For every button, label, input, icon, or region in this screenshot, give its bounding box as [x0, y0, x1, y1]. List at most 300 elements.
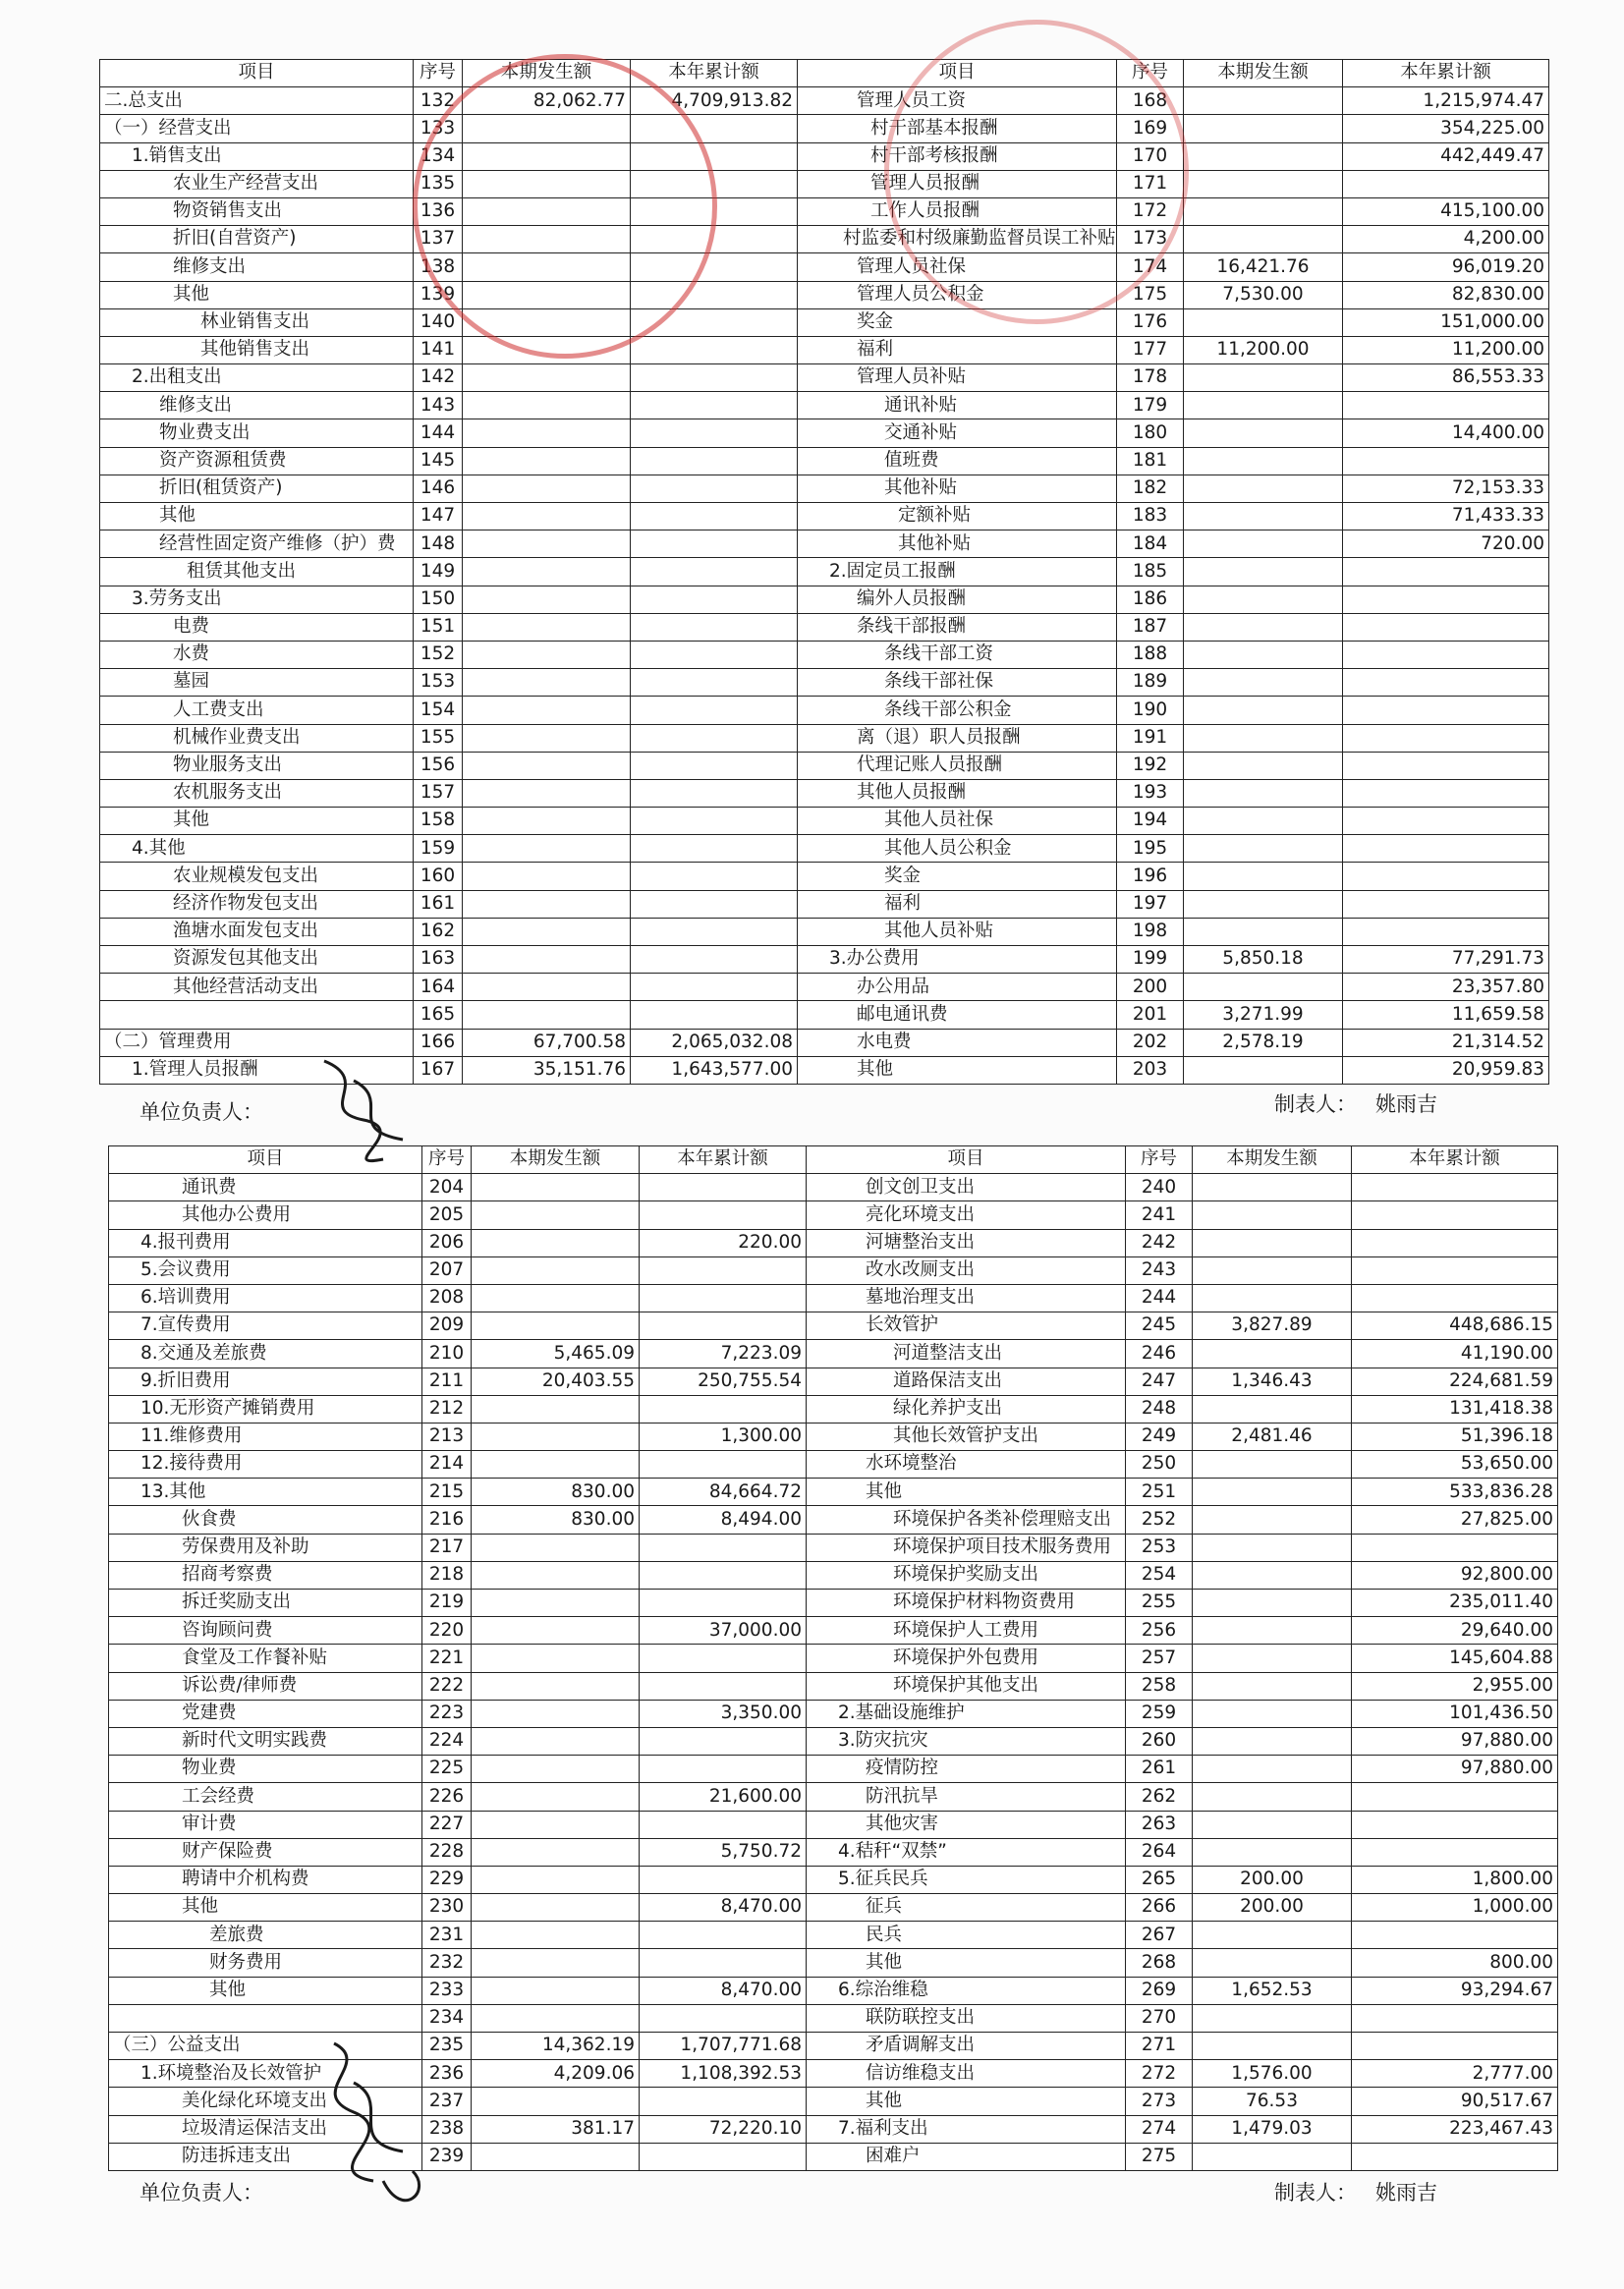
ytd-amount-cell: 1,643,577.00 — [631, 1056, 798, 1084]
ytd-amount-cell: 8,470.00 — [640, 1894, 807, 1922]
ytd-amount-cell — [1352, 2143, 1558, 2170]
table-row — [100, 364, 1549, 392]
table-row — [109, 2004, 1558, 2032]
seq-cell: 179 — [1117, 392, 1184, 419]
table-row — [109, 1672, 1558, 1700]
ytd-amount-cell — [640, 1395, 807, 1423]
item-name-cell: 伙食费 — [109, 1506, 422, 1534]
item-name-cell: （二）管理费用 — [100, 1029, 414, 1056]
seq-cell: 210 — [422, 1340, 472, 1368]
period-amount-cell — [463, 503, 631, 530]
item-name-cell: 其他 — [807, 1479, 1126, 1506]
seq-cell: 144 — [414, 419, 463, 447]
seq-cell: 197 — [1117, 890, 1184, 918]
seq-cell: 275 — [1126, 2143, 1193, 2170]
ytd-amount-cell — [1343, 586, 1549, 613]
item-name-cell: 财务费用 — [109, 1949, 422, 1977]
ytd-amount-cell — [640, 1312, 807, 1340]
period-amount-cell: 3,827.89 — [1193, 1312, 1352, 1340]
seq-cell: 218 — [422, 1561, 472, 1589]
period-amount-cell: 14,362.19 — [472, 2033, 640, 2060]
table-row — [100, 447, 1549, 475]
seq-cell: 165 — [414, 1001, 463, 1029]
item-name-cell: 环境保护材料物资费用 — [807, 1590, 1126, 1617]
table-row — [100, 419, 1549, 447]
ytd-amount-cell — [640, 1590, 807, 1617]
item-name-cell: 条线干部工资 — [798, 641, 1117, 668]
seq-cell: 253 — [1126, 1534, 1193, 1561]
seq-cell: 136 — [414, 197, 463, 225]
table-row — [109, 2033, 1558, 2060]
ytd-amount-cell — [1343, 558, 1549, 586]
ytd-amount-cell: 20,959.83 — [1343, 1056, 1549, 1084]
period-amount-cell: 16,421.76 — [1184, 253, 1343, 281]
period-amount-cell — [1184, 918, 1343, 945]
table-row — [109, 1174, 1558, 1201]
seq-cell: 133 — [414, 115, 463, 142]
ytd-amount-cell — [1343, 447, 1549, 475]
ytd-amount-cell: 51,396.18 — [1352, 1423, 1558, 1450]
item-name-cell: 资产资源租赁费 — [100, 447, 414, 475]
table-row — [109, 1866, 1558, 1893]
item-name-cell: 管理人员社保 — [798, 253, 1117, 281]
item-name-cell: 林业销售支出 — [100, 308, 414, 336]
seq-cell: 257 — [1126, 1645, 1193, 1672]
seq-cell: 194 — [1117, 808, 1184, 835]
seq-cell: 153 — [414, 669, 463, 697]
table-row — [109, 1727, 1558, 1755]
period-amount-cell — [1184, 586, 1343, 613]
seq-cell: 272 — [1126, 2060, 1193, 2088]
period-amount-cell — [1184, 475, 1343, 502]
ytd-amount-cell — [640, 1645, 807, 1672]
item-name-cell: 租赁其他支出 — [100, 558, 414, 586]
seq-cell: 268 — [1126, 1949, 1193, 1977]
seq-cell: 157 — [414, 779, 463, 807]
table-row — [100, 974, 1549, 1001]
item-name-cell: 村干部基本报酬 — [798, 115, 1117, 142]
seq-cell: 196 — [1117, 863, 1184, 890]
official-seal-left — [413, 54, 717, 359]
ytd-amount-cell — [1352, 1811, 1558, 1838]
ytd-amount-cell: 97,880.00 — [1352, 1756, 1558, 1783]
period-amount-cell — [472, 1174, 640, 1201]
ytd-amount-cell — [631, 558, 798, 586]
table-row — [100, 336, 1549, 363]
seq-cell: 148 — [414, 530, 463, 558]
ytd-amount-cell: 27,825.00 — [1352, 1506, 1558, 1534]
item-name-cell: 河道整洁支出 — [807, 1340, 1126, 1368]
column-header: 序号 — [1126, 1146, 1193, 1174]
item-name-cell: 其他长效管护支出 — [807, 1423, 1126, 1450]
seq-cell: 161 — [414, 890, 463, 918]
seq-cell: 265 — [1126, 1866, 1193, 1893]
item-name-cell: （一）经营支出 — [100, 115, 414, 142]
period-amount-cell: 200.00 — [1193, 1894, 1352, 1922]
item-name-cell: 信访维稳支出 — [807, 2060, 1126, 2088]
ytd-amount-cell — [640, 1256, 807, 1284]
seq-cell: 150 — [414, 586, 463, 613]
ytd-amount-cell — [631, 918, 798, 945]
period-amount-cell — [463, 364, 631, 392]
period-amount-cell — [472, 1534, 640, 1561]
seq-cell: 142 — [414, 364, 463, 392]
item-name-cell: 交通补贴 — [798, 419, 1117, 447]
seq-cell: 206 — [422, 1229, 472, 1256]
ytd-amount-cell: 415,100.00 — [1343, 197, 1549, 225]
seq-cell: 209 — [422, 1312, 472, 1340]
item-name-cell: 经营性固定资产维修（护）费 — [100, 530, 414, 558]
ytd-amount-cell: 220.00 — [640, 1229, 807, 1256]
item-name-cell: 2.出租支出 — [100, 364, 414, 392]
seq-cell: 202 — [1117, 1029, 1184, 1056]
seq-cell: 215 — [422, 1479, 472, 1506]
seq-cell: 192 — [1117, 752, 1184, 779]
item-name-cell: 其他补贴 — [798, 475, 1117, 502]
table-row — [100, 530, 1549, 558]
period-amount-cell: 381.17 — [472, 2115, 640, 2143]
item-name-cell: 征兵 — [807, 1894, 1126, 1922]
ytd-amount-cell — [631, 503, 798, 530]
ytd-amount-cell: 37,000.00 — [640, 1617, 807, 1645]
ytd-amount-cell — [1343, 863, 1549, 890]
item-name-cell: 其他人员公积金 — [798, 835, 1117, 863]
ytd-amount-cell — [1343, 724, 1549, 752]
table-row — [109, 2060, 1558, 2088]
item-name-cell: 垃圾清运保洁支出 — [109, 2115, 422, 2143]
table-row — [109, 1645, 1558, 1672]
seq-cell: 262 — [1126, 1783, 1193, 1811]
table-row — [100, 808, 1549, 835]
item-name-cell: 10.无形资产摊销费用 — [109, 1395, 422, 1423]
item-name-cell: 物业服务支出 — [100, 752, 414, 779]
item-name-cell: 3.办公费用 — [798, 946, 1117, 974]
table-row — [109, 1949, 1558, 1977]
item-name-cell: 其他 — [798, 1056, 1117, 1084]
table-row — [100, 669, 1549, 697]
period-amount-cell — [463, 586, 631, 613]
period-amount-cell — [1193, 1479, 1352, 1506]
item-name-cell: 农业规模发包支出 — [100, 863, 414, 890]
seq-cell: 240 — [1126, 1174, 1193, 1201]
item-name-cell: 党建费 — [109, 1700, 422, 1727]
period-amount-cell — [1193, 2004, 1352, 2032]
ytd-amount-cell: 96,019.20 — [1343, 253, 1549, 281]
ytd-amount-cell — [1343, 918, 1549, 945]
ytd-amount-cell: 800.00 — [1352, 1949, 1558, 1977]
seq-cell: 271 — [1126, 2033, 1193, 2060]
period-amount-cell — [472, 1894, 640, 1922]
period-amount-cell — [463, 752, 631, 779]
ytd-amount-cell: 101,436.50 — [1352, 1700, 1558, 1727]
unit-head-label-2: 单位负责人： — [140, 2181, 263, 2205]
item-name-cell: 防汛抗旱 — [807, 1783, 1126, 1811]
period-amount-cell — [1184, 447, 1343, 475]
item-name-cell: 长效管护 — [807, 1312, 1126, 1340]
seq-cell: 195 — [1117, 835, 1184, 863]
column-header: 序号 — [1117, 60, 1184, 87]
period-amount-cell: 830.00 — [472, 1506, 640, 1534]
column-header: 本期发生额 — [1184, 60, 1343, 87]
item-name-cell: 亮化环境支出 — [807, 1201, 1126, 1229]
item-name-cell: 8.交通及差旅费 — [109, 1340, 422, 1368]
seq-cell: 226 — [422, 1783, 472, 1811]
ytd-amount-cell: 2,955.00 — [1352, 1672, 1558, 1700]
seq-cell: 231 — [422, 1922, 472, 1949]
period-amount-cell — [1184, 890, 1343, 918]
period-amount-cell — [463, 475, 631, 502]
seq-cell: 200 — [1117, 974, 1184, 1001]
table-row — [109, 1561, 1558, 1589]
period-amount-cell — [1193, 1645, 1352, 1672]
period-amount-cell — [472, 1617, 640, 1645]
seq-cell: 140 — [414, 308, 463, 336]
item-name-cell: 6.培训费用 — [109, 1284, 422, 1312]
item-name-cell: 其他人员报酬 — [798, 779, 1117, 807]
period-amount-cell — [472, 2088, 640, 2115]
period-amount-cell — [1184, 226, 1343, 253]
ytd-amount-cell — [1352, 2033, 1558, 2060]
item-name-cell: 财产保险费 — [109, 1838, 422, 1866]
ytd-amount-cell — [640, 2143, 807, 2170]
period-amount-cell — [472, 1645, 640, 1672]
ytd-amount-cell — [631, 1001, 798, 1029]
ytd-amount-cell: 3,350.00 — [640, 1700, 807, 1727]
seq-cell: 230 — [422, 1894, 472, 1922]
period-amount-cell — [472, 1756, 640, 1783]
seq-cell: 242 — [1126, 1229, 1193, 1256]
item-name-cell: 其他办公费用 — [109, 1201, 422, 1229]
table-row — [100, 1056, 1549, 1084]
period-amount-cell — [1193, 1811, 1352, 1838]
seq-cell: 146 — [414, 475, 463, 502]
seq-cell: 134 — [414, 142, 463, 170]
period-amount-cell — [463, 808, 631, 835]
period-amount-cell — [1184, 87, 1343, 115]
period-amount-cell — [1193, 1451, 1352, 1479]
table-row — [109, 1534, 1558, 1561]
table-row — [100, 392, 1549, 419]
ytd-amount-cell — [1343, 697, 1549, 724]
item-name-cell: 环境保护各类补偿理赔支出 — [807, 1506, 1126, 1534]
table-row — [100, 253, 1549, 281]
seq-cell: 235 — [422, 2033, 472, 2060]
ytd-amount-cell — [1343, 641, 1549, 668]
period-amount-cell — [472, 1423, 640, 1450]
period-amount-cell — [472, 2143, 640, 2170]
table-row — [109, 1229, 1558, 1256]
period-amount-cell — [463, 669, 631, 697]
ytd-amount-cell — [640, 1174, 807, 1201]
item-name-cell: 墓园 — [100, 669, 414, 697]
table-row — [109, 1783, 1558, 1811]
header-row — [109, 1146, 1558, 1174]
item-name-cell: 通讯补贴 — [798, 392, 1117, 419]
item-name-cell: 定额补贴 — [798, 503, 1117, 530]
seq-cell: 187 — [1117, 613, 1184, 641]
table-row — [100, 918, 1549, 945]
seq-cell: 241 — [1126, 1201, 1193, 1229]
table-row — [109, 1700, 1558, 1727]
period-amount-cell — [472, 1977, 640, 2004]
ytd-amount-cell: 235,011.40 — [1352, 1590, 1558, 1617]
table-row — [109, 1590, 1558, 1617]
seq-cell: 167 — [414, 1056, 463, 1084]
seq-cell: 208 — [422, 1284, 472, 1312]
period-amount-cell — [463, 613, 631, 641]
period-amount-cell — [1184, 863, 1343, 890]
column-header: 本年累计额 — [640, 1146, 807, 1174]
ytd-amount-cell — [1352, 1534, 1558, 1561]
item-name-cell: 2.固定员工报酬 — [798, 558, 1117, 586]
seq-cell: 263 — [1126, 1811, 1193, 1838]
item-name-cell: 环境保护外包费用 — [807, 1645, 1126, 1672]
item-name-cell: 其他销售支出 — [100, 336, 414, 363]
table-row — [109, 1894, 1558, 1922]
period-amount-cell: 2,481.46 — [1193, 1423, 1352, 1450]
period-amount-cell — [472, 1672, 640, 1700]
seq-cell: 239 — [422, 2143, 472, 2170]
ytd-amount-cell: 448,686.15 — [1352, 1312, 1558, 1340]
table-row — [100, 1029, 1549, 1056]
item-name-cell: 11.维修费用 — [109, 1423, 422, 1450]
ytd-amount-cell — [1352, 1284, 1558, 1312]
item-name-cell: 物业费支出 — [100, 419, 414, 447]
seq-cell: 164 — [414, 974, 463, 1001]
table-row — [100, 752, 1549, 779]
ytd-amount-cell — [640, 1922, 807, 1949]
period-amount-cell — [1193, 1727, 1352, 1755]
item-name-cell: 食堂及工作餐补贴 — [109, 1645, 422, 1672]
period-amount-cell — [472, 2004, 640, 2032]
ytd-amount-cell — [640, 1201, 807, 1229]
seq-cell: 191 — [1117, 724, 1184, 752]
ytd-amount-cell: 41,190.00 — [1352, 1340, 1558, 1368]
ytd-amount-cell: 8,494.00 — [640, 1506, 807, 1534]
item-name-cell: 邮电通讯费 — [798, 1001, 1117, 1029]
seq-cell: 132 — [414, 87, 463, 115]
ytd-amount-cell — [640, 1534, 807, 1561]
table-row — [100, 779, 1549, 807]
seq-cell: 248 — [1126, 1395, 1193, 1423]
item-name-cell: 新时代文明实践费 — [109, 1727, 422, 1755]
period-amount-cell: 3,271.99 — [1184, 1001, 1343, 1029]
item-name-cell: 管理人员报酬 — [798, 170, 1117, 197]
seq-cell: 228 — [422, 1838, 472, 1866]
ytd-amount-cell: 1,000.00 — [1352, 1894, 1558, 1922]
item-name-cell: 值班费 — [798, 447, 1117, 475]
table-row — [109, 1617, 1558, 1645]
table-row — [100, 890, 1549, 918]
period-amount-cell — [463, 641, 631, 668]
ytd-amount-cell: 71,433.33 — [1343, 503, 1549, 530]
item-name-cell: 条线干部报酬 — [798, 613, 1117, 641]
period-amount-cell — [463, 697, 631, 724]
ytd-amount-cell — [631, 419, 798, 447]
ytd-amount-cell: 72,220.10 — [640, 2115, 807, 2143]
item-name-cell: 物资销售支出 — [100, 197, 414, 225]
column-header: 本期发生额 — [463, 60, 631, 87]
seq-cell: 152 — [414, 641, 463, 668]
item-name-cell: 管理人员公积金 — [798, 281, 1117, 308]
item-name-cell: 其他 — [807, 1949, 1126, 1977]
ytd-amount-cell — [1343, 613, 1549, 641]
column-header: 项目 — [100, 60, 414, 87]
seq-cell: 180 — [1117, 419, 1184, 447]
period-amount-cell — [1184, 613, 1343, 641]
ytd-amount-cell: 131,418.38 — [1352, 1395, 1558, 1423]
seq-cell: 172 — [1117, 197, 1184, 225]
item-name-cell: 2.基础设施维护 — [807, 1700, 1126, 1727]
item-name-cell: 农机服务支出 — [100, 779, 414, 807]
period-amount-cell — [463, 447, 631, 475]
item-name-cell: 条线干部社保 — [798, 669, 1117, 697]
seq-cell: 245 — [1126, 1312, 1193, 1340]
period-amount-cell — [1193, 1395, 1352, 1423]
seq-cell: 160 — [414, 863, 463, 890]
table-row — [109, 1395, 1558, 1423]
item-name-cell: 13.其他 — [109, 1479, 422, 1506]
seq-cell: 158 — [414, 808, 463, 835]
ytd-amount-cell — [640, 1811, 807, 1838]
item-name-cell: 管理人员补贴 — [798, 364, 1117, 392]
seq-cell: 173 — [1117, 226, 1184, 253]
period-amount-cell — [1193, 1229, 1352, 1256]
ytd-amount-cell: 720.00 — [1343, 530, 1549, 558]
seq-cell: 246 — [1126, 1340, 1193, 1368]
item-name-cell: 改水改厕支出 — [807, 1256, 1126, 1284]
ytd-amount-cell — [1343, 392, 1549, 419]
item-name-cell: 4.报刊费用 — [109, 1229, 422, 1256]
item-name-cell: 奖金 — [798, 863, 1117, 890]
period-amount-cell — [472, 1451, 640, 1479]
column-header: 本期发生额 — [472, 1146, 640, 1174]
item-name-cell: 差旅费 — [109, 1922, 422, 1949]
period-amount-cell: 1,479.03 — [1193, 2115, 1352, 2143]
item-name-cell: 5.会议费用 — [109, 1256, 422, 1284]
item-name-cell: 墓地治理支出 — [807, 1284, 1126, 1312]
period-amount-cell: 76.53 — [1193, 2088, 1352, 2115]
period-amount-cell: 35,151.76 — [463, 1056, 631, 1084]
table-row — [109, 1368, 1558, 1395]
period-amount-cell — [472, 1866, 640, 1893]
ytd-amount-cell — [631, 613, 798, 641]
period-amount-cell — [1193, 1838, 1352, 1866]
period-amount-cell — [472, 1312, 640, 1340]
period-amount-cell — [1184, 364, 1343, 392]
period-amount-cell — [1184, 669, 1343, 697]
seq-cell: 184 — [1117, 530, 1184, 558]
seq-cell: 247 — [1126, 1368, 1193, 1395]
ytd-amount-cell: 84,664.72 — [640, 1479, 807, 1506]
seq-cell: 169 — [1117, 115, 1184, 142]
column-header: 本期发生额 — [1193, 1146, 1352, 1174]
ytd-amount-cell — [631, 530, 798, 558]
ytd-amount-cell: 82,830.00 — [1343, 281, 1549, 308]
item-name-cell: 创文创卫支出 — [807, 1174, 1126, 1201]
period-amount-cell: 830.00 — [472, 1479, 640, 1506]
ytd-amount-cell: 1,707,771.68 — [640, 2033, 807, 2060]
seq-cell: 273 — [1126, 2088, 1193, 2115]
item-name-cell: 物业费 — [109, 1756, 422, 1783]
ytd-amount-cell — [631, 724, 798, 752]
seq-cell: 171 — [1117, 170, 1184, 197]
ytd-amount-cell: 145,604.88 — [1352, 1645, 1558, 1672]
seq-cell: 217 — [422, 1534, 472, 1561]
seq-cell: 145 — [414, 447, 463, 475]
ytd-amount-cell: 93,294.67 — [1352, 1977, 1558, 2004]
ytd-amount-cell — [640, 1866, 807, 1893]
